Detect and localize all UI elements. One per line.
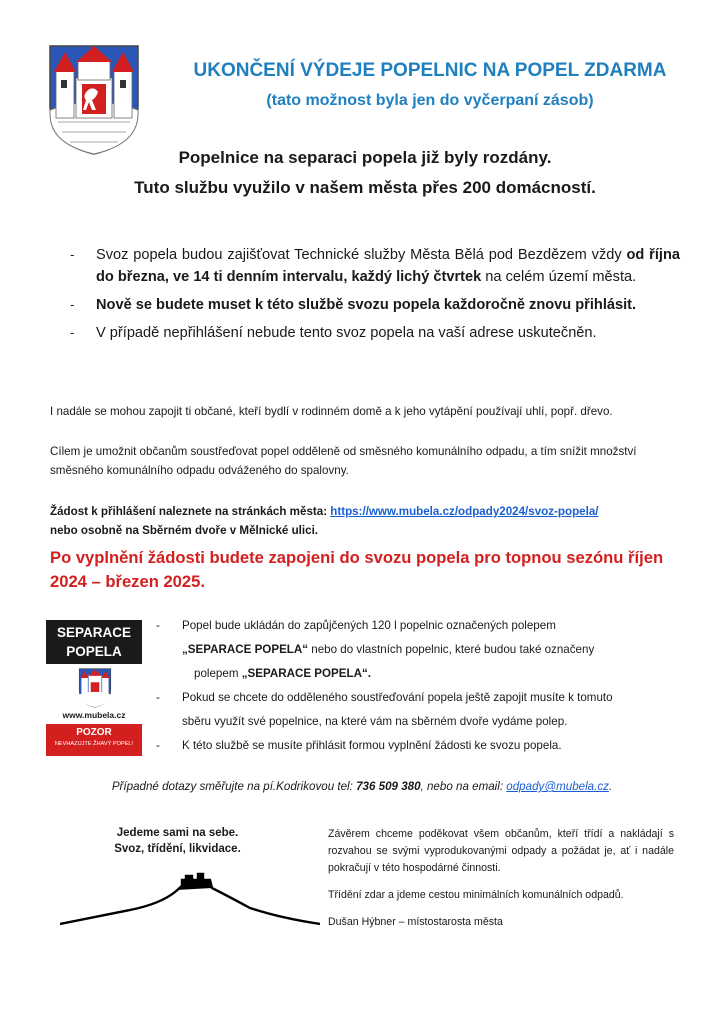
intro-line-2: Tuto službu využilo v našem města přes 200 domácností.: [134, 178, 596, 197]
slogan-line-2: Svoz, třídění, likvidace.: [114, 843, 241, 855]
bullet-text: na celém území města.: [481, 269, 637, 285]
info-bold-text: „SEPARACE POPELA“: [182, 643, 309, 656]
paragraph-eligibility: I nadále se mohou zapojit ti občané, kteří bydlí v rodinném domě a k jeho vytápění používají uhlí, popř. dřevo.: [50, 405, 613, 418]
request-link[interactable]: https://www.mubela.cz/odpady2024/svoz-popela/: [330, 505, 599, 518]
slogan-line-1: Jedeme sami na sebe.: [116, 827, 239, 839]
info-text: polepem: [194, 667, 242, 680]
bullet-no-registration: [70, 322, 680, 344]
page-subtitle: (tato možnost byla jen do vyčerpaní zásob): [266, 92, 594, 109]
sticker-website: www.mubela.cz: [62, 710, 126, 720]
contact-line: [40, 780, 684, 793]
closing-section: [328, 826, 674, 941]
sticker-crest-icon: [76, 668, 114, 708]
red-notice: Po vyplnění žádosti budete zapojeni do svozu popela pro topnou sezónu říjen 2024 – březen 2025.: [50, 548, 664, 591]
contact-phone: 736 509 380: [356, 780, 421, 793]
warning-label: [46, 724, 142, 756]
request-info: [50, 502, 678, 540]
bullet-bold-text: Nově se budete muset k této službě svozu popela každoročně znovu přihlásit.: [96, 297, 637, 313]
contact-email-link[interactable]: odpady@mubela.cz: [506, 780, 609, 793]
info-text: sběru využít své popelnice, na které vám na sběrném dvoře vydáme polep.: [182, 715, 568, 728]
warning-title: POZOR: [76, 727, 112, 738]
warning-subtitle: NEVHAZUJTE ŽHAVÝ POPEL!: [54, 741, 134, 747]
bullet-dash: -: [70, 247, 75, 262]
contact-text: .: [608, 780, 613, 793]
main-bullet-list: [70, 244, 680, 350]
info-bullet-containers: [156, 614, 656, 686]
bullet-text: V případě nepřihlášení nebude tento svoz popela na vaší adrese uskutečněn.: [96, 325, 597, 341]
contact-text: , nebo na email:: [420, 780, 507, 793]
sticker-line-1: SEPARACE: [56, 625, 131, 640]
bullet-dash: -: [70, 297, 75, 312]
request-text: Žádost k přihlášení naleznete na stránkách města:: [50, 505, 331, 518]
info-text: Popel bude ukládán do zapůjčených 120 l popelnic označených polepem: [182, 619, 556, 632]
info-text: K této službě se musíte přihlásit formou vyplnění žádosti ke svozu popela.: [182, 739, 562, 752]
closing-thanks: Závěrem chceme poděkovat všem občanům, kteří třídí a nakládají s rozvahou se svými vyprodukovanými odpady a požádat je, ať i nadále pokračují v této hospodárné činnosti.: [328, 828, 674, 874]
intro-line-1: Popelnice na separaci popela již byly rozdány.: [178, 148, 552, 167]
contact-text: Případné dotazy směřujte na pí.Kodrikovou tel:: [111, 780, 357, 793]
closing-signature: Dušan Hýbner – místostarosta města: [328, 916, 503, 928]
bullet-bold-text: od října do března, ve 14 ti denním intervalu, každý lichý čtvrtek: [96, 247, 680, 285]
info-text: Pokud se chcete do odděleného soustřeďování popela ještě zapojit musíte k tomuto: [182, 691, 613, 704]
page-title: UKONČENÍ VÝDEJE POPELNIC NA POPEL ZDARMA: [193, 60, 667, 81]
bullet-dash: -: [156, 739, 160, 752]
bullet-dash: -: [70, 325, 75, 340]
city-coat-of-arms-icon: [48, 44, 140, 156]
castle-hill-logo: [60, 826, 320, 926]
sticker-label: [46, 620, 142, 664]
bullet-text: Svoz popela budou zajišťovat Technické služby Města Bělá pod Bezdězem vždy: [96, 247, 627, 263]
info-bullet-list: [156, 614, 656, 758]
info-bold-text: „SEPARACE POPELA“.: [241, 667, 371, 680]
bullet-dash: -: [156, 691, 160, 704]
closing-motto: Třídění zdar a jdeme cestou minimálních komunálních odpadů.: [328, 889, 624, 901]
info-bullet-own-bins: [156, 686, 656, 734]
info-text: nebo do vlastních popelnic, které budou také označeny: [308, 643, 595, 656]
info-bullet-registration: [156, 734, 656, 758]
sticker-line-2: POPELA: [66, 644, 122, 659]
request-line-2: nebo osobně na Sběrném dvoře v Mělnické ulici.: [50, 524, 319, 537]
bullet-collection-schedule: [70, 244, 680, 288]
bullet-reregistration: [70, 294, 680, 316]
paragraph-goal: Cílem je umožnit občanům soustřeďovat popel odděleně od směsného komunálního odpadu, a tím snížit množství směsného komunálního odpadu odváženého do spalovny.: [50, 445, 637, 477]
bullet-dash: -: [156, 619, 160, 632]
